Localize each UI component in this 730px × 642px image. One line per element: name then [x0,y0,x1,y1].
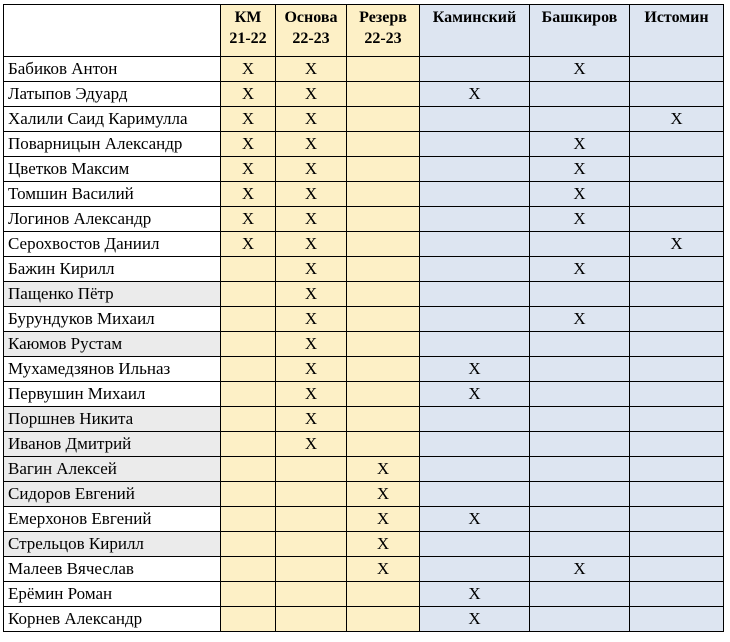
mark-cell-checked: X [276,382,347,407]
mark-cell-empty [530,607,630,632]
table-row [4,382,724,407]
mark-cell-empty [630,57,724,82]
table-row [4,482,724,507]
mark-cell-empty [221,532,276,557]
mark-cell-empty [276,457,347,482]
table-row [4,232,724,257]
header-bashkirov: Башкиров [530,5,630,57]
mark-cell-checked: X [530,57,630,82]
mark-cell-checked: X [221,232,276,257]
mark-cell-empty [420,257,530,282]
table-row [4,507,724,532]
mark-cell-empty [530,332,630,357]
mark-cell-empty [347,432,420,457]
table-row [4,82,724,107]
mark-cell-checked: X [420,507,530,532]
header-osnova-22-23: Основа 22-23 [276,5,347,57]
mark-cell-empty [347,382,420,407]
table-row [4,607,724,632]
player-name-cell: Сидоров Евгений [4,482,221,507]
header-km-21-22: КМ 21-22 [221,5,276,57]
mark-cell-empty [630,257,724,282]
mark-cell-empty [420,532,530,557]
mark-cell-empty [347,182,420,207]
player-name-cell: Логинов Александр [4,207,221,232]
mark-cell-empty [420,432,530,457]
mark-cell-empty [530,507,630,532]
mark-cell-empty [347,57,420,82]
mark-cell-empty [630,82,724,107]
mark-cell-empty [276,582,347,607]
mark-cell-empty [221,432,276,457]
mark-cell-checked: X [276,57,347,82]
player-name-cell: Малеев Вячеслав [4,557,221,582]
player-name-cell: Поварницын Александр [4,132,221,157]
mark-cell-empty [530,82,630,107]
mark-cell-checked: X [420,607,530,632]
table-row [4,407,724,432]
mark-cell-empty [420,332,530,357]
mark-cell-checked: X [276,432,347,457]
table-row [4,107,724,132]
player-name-cell: Серохвостов Даниил [4,232,221,257]
mark-cell-checked: X [530,257,630,282]
mark-cell-empty [276,482,347,507]
mark-cell-empty [347,357,420,382]
mark-cell-empty [221,357,276,382]
mark-cell-checked: X [347,507,420,532]
mark-cell-empty [630,432,724,457]
mark-cell-empty [420,307,530,332]
mark-cell-empty [530,382,630,407]
mark-cell-empty [420,182,530,207]
mark-cell-empty [420,107,530,132]
mark-cell-checked: X [420,82,530,107]
table-row [4,132,724,157]
mark-cell-checked: X [221,207,276,232]
table-row [4,257,724,282]
mark-cell-empty [630,307,724,332]
mark-cell-empty [221,507,276,532]
mark-cell-empty [347,407,420,432]
mark-cell-checked: X [530,557,630,582]
mark-cell-checked: X [276,232,347,257]
mark-cell-empty [630,582,724,607]
player-name-cell: Пащенко Пётр [4,282,221,307]
mark-cell-empty [630,282,724,307]
mark-cell-empty [530,407,630,432]
mark-cell-checked: X [530,132,630,157]
player-name-cell: Мухамедзянов Ильназ [4,357,221,382]
table-row [4,432,724,457]
mark-cell-empty [530,482,630,507]
mark-cell-checked: X [276,307,347,332]
table-row [4,157,724,182]
mark-cell-empty [347,332,420,357]
table-row [4,207,724,232]
mark-cell-empty [630,357,724,382]
mark-cell-empty [530,532,630,557]
mark-cell-empty [221,307,276,332]
table-row [4,182,724,207]
header-istomin: Истомин [630,5,724,57]
table-row [4,332,724,357]
mark-cell-checked: X [276,357,347,382]
mark-cell-empty [530,432,630,457]
mark-cell-empty [347,82,420,107]
mark-cell-checked: X [221,107,276,132]
mark-cell-empty [420,132,530,157]
mark-cell-checked: X [420,357,530,382]
mark-cell-empty [530,232,630,257]
mark-cell-checked: X [276,207,347,232]
table-row [4,282,724,307]
player-name-cell: Ерёмин Роман [4,582,221,607]
player-name-cell: Иванов Дмитрий [4,432,221,457]
mark-cell-checked: X [530,157,630,182]
roster-table [3,4,724,632]
mark-cell-empty [630,457,724,482]
player-name-cell: Емерхонов Евгений [4,507,221,532]
header-row [4,5,724,57]
player-name-cell: Вагин Алексей [4,457,221,482]
mark-cell-checked: X [420,582,530,607]
mark-cell-empty [420,232,530,257]
mark-cell-empty [221,407,276,432]
mark-cell-checked: X [276,132,347,157]
table-row [4,307,724,332]
mark-cell-checked: X [221,82,276,107]
mark-cell-checked: X [347,557,420,582]
mark-cell-checked: X [276,257,347,282]
mark-cell-empty [221,457,276,482]
mark-cell-checked: X [276,407,347,432]
mark-cell-empty [347,282,420,307]
mark-cell-empty [630,382,724,407]
mark-cell-checked: X [276,82,347,107]
mark-cell-empty [630,507,724,532]
mark-cell-checked: X [276,182,347,207]
mark-cell-empty [221,557,276,582]
player-name-cell: Латыпов Эдуард [4,82,221,107]
mark-cell-empty [420,557,530,582]
table-body [4,57,724,632]
mark-cell-empty [347,107,420,132]
mark-cell-checked: X [630,232,724,257]
mark-cell-empty [347,607,420,632]
mark-cell-checked: X [221,132,276,157]
mark-cell-checked: X [530,207,630,232]
table-row [4,532,724,557]
mark-cell-checked: X [347,532,420,557]
mark-cell-checked: X [276,157,347,182]
player-name-cell: Бурундуков Михаил [4,307,221,332]
table-row [4,582,724,607]
mark-cell-empty [630,332,724,357]
mark-cell-empty [630,557,724,582]
mark-cell-empty [530,107,630,132]
mark-cell-checked: X [530,307,630,332]
mark-cell-empty [420,407,530,432]
mark-cell-empty [221,482,276,507]
mark-cell-empty [347,232,420,257]
table-row [4,357,724,382]
player-name-cell: Стрельцов Кирилл [4,532,221,557]
mark-cell-empty [276,532,347,557]
mark-cell-empty [420,457,530,482]
mark-cell-checked: X [530,182,630,207]
table-row [4,57,724,82]
mark-cell-checked: X [347,482,420,507]
mark-cell-empty [276,507,347,532]
header-corner-cell [4,5,221,57]
mark-cell-empty [630,132,724,157]
player-name-cell: Томшин Василий [4,182,221,207]
player-name-cell: Первушин Михаил [4,382,221,407]
header-kaminsky: Каминский [420,5,530,57]
header-rezerv-22-23: Резерв 22-23 [347,5,420,57]
mark-cell-empty [630,157,724,182]
table-row [4,457,724,482]
mark-cell-empty [530,457,630,482]
mark-cell-empty [347,582,420,607]
mark-cell-checked: X [347,457,420,482]
mark-cell-empty [630,407,724,432]
mark-cell-empty [276,557,347,582]
mark-cell-checked: X [420,382,530,407]
mark-cell-empty [221,282,276,307]
mark-cell-checked: X [221,157,276,182]
mark-cell-checked: X [221,57,276,82]
mark-cell-empty [276,607,347,632]
mark-cell-empty [420,482,530,507]
mark-cell-empty [420,282,530,307]
mark-cell-empty [347,257,420,282]
mark-cell-checked: X [630,107,724,132]
mark-cell-checked: X [221,182,276,207]
player-name-cell: Поршнев Никита [4,407,221,432]
mark-cell-empty [221,607,276,632]
mark-cell-empty [221,332,276,357]
mark-cell-empty [420,57,530,82]
player-name-cell: Халили Саид Каримулла [4,107,221,132]
mark-cell-empty [630,482,724,507]
mark-cell-empty [221,257,276,282]
player-name-cell: Корнев Александр [4,607,221,632]
mark-cell-empty [347,157,420,182]
mark-cell-empty [530,282,630,307]
mark-cell-empty [630,532,724,557]
mark-cell-empty [420,157,530,182]
mark-cell-empty [347,207,420,232]
mark-cell-empty [630,207,724,232]
mark-cell-empty [221,382,276,407]
mark-cell-checked: X [276,332,347,357]
mark-cell-empty [347,132,420,157]
player-name-cell: Каюмов Рустам [4,332,221,357]
player-name-cell: Бабиков Антон [4,57,221,82]
mark-cell-empty [530,357,630,382]
mark-cell-empty [221,582,276,607]
mark-cell-empty [420,207,530,232]
mark-cell-empty [630,607,724,632]
player-name-cell: Цветков Максим [4,157,221,182]
mark-cell-empty [530,582,630,607]
mark-cell-empty [347,307,420,332]
player-name-cell: Бажин Кирилл [4,257,221,282]
table-row [4,557,724,582]
mark-cell-empty [630,182,724,207]
mark-cell-checked: X [276,107,347,132]
mark-cell-checked: X [276,282,347,307]
